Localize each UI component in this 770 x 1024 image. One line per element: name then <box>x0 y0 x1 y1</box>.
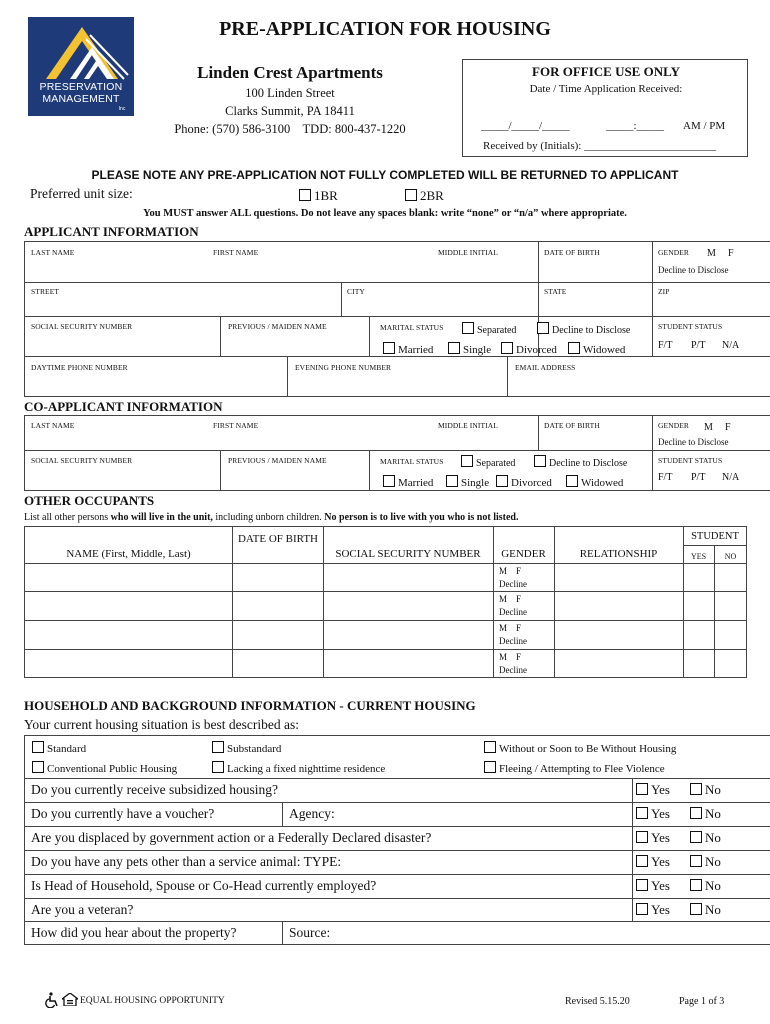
gender-label: GENDER <box>658 248 690 257</box>
checkbox-icon[interactable] <box>501 342 513 354</box>
opt-substandard[interactable] <box>212 741 281 755</box>
checkbox-icon[interactable] <box>534 455 546 467</box>
checkbox-icon[interactable] <box>405 189 417 201</box>
accessibility-icon <box>44 992 60 1013</box>
no-label: No <box>705 878 721 893</box>
single-label: Single <box>463 344 492 356</box>
occupants-intro <box>24 512 518 523</box>
q-displaced: Are you displaced by government action or a Federally Declared disaster? <box>31 830 432 845</box>
co-gender-f[interactable]: F <box>725 422 731 433</box>
widowed-label: Widowed <box>583 344 626 356</box>
checkbox-icon[interactable] <box>690 831 702 843</box>
prev-name-label: PREVIOUS / MAIDEN NAME <box>228 322 327 331</box>
yes-label: Yes <box>651 830 670 845</box>
situation-label: Your current housing situation is best described as: <box>24 717 299 732</box>
gender-mf: M F <box>499 566 522 576</box>
occupants-heading: OTHER OCCUPANTS <box>24 493 155 508</box>
subsidized-no[interactable] <box>690 782 721 798</box>
q-veteran: Are you a veteran? <box>31 902 134 917</box>
col-relationship: RELATIONSHIP <box>579 548 658 560</box>
household-grid <box>24 735 770 945</box>
q-employed: Is Head of Household, Spouse or Co-Head currently employed? <box>31 878 377 893</box>
marital-decline[interactable] <box>537 322 630 336</box>
standard-label: Standard <box>47 743 87 755</box>
property-street: 100 Linden Street <box>245 86 335 100</box>
instructions: You MUST answer ALL questions. Do not leave any spaces blank: write “none” or “n/a” where appropriate. <box>143 208 627 219</box>
no-label: No <box>705 806 721 821</box>
equal-housing-icon <box>62 993 78 1011</box>
last-name-label: LAST NAME <box>31 248 75 257</box>
married-label: Married <box>398 344 434 356</box>
logo-line-2: MANAGEMENT <box>42 93 120 105</box>
unit-2br-option[interactable] <box>405 188 444 204</box>
co-single-label: Single <box>461 477 490 489</box>
subsidized-yes[interactable] <box>636 782 670 798</box>
occupants-grid <box>24 526 747 678</box>
co-prev-name-label: PREVIOUS / MAIDEN NAME <box>228 456 327 465</box>
co-separated-label: Separated <box>476 458 516 469</box>
occ-row-4-gender[interactable] <box>499 651 527 677</box>
incomplete-notice: PLEASE NOTE ANY PRE-APPLICATION NOT FULLY COMPLETED WILL BE RETURNED TO APPLICANT <box>91 168 679 182</box>
co-marital-divorced[interactable] <box>496 475 552 489</box>
office-received-by[interactable]: Received by (Initials): ________________________ <box>483 140 717 152</box>
co-marital-widowed[interactable] <box>566 475 623 489</box>
occ-row-1-gender[interactable] <box>499 565 527 591</box>
gender-decline: Decline <box>499 607 527 617</box>
checkbox-icon[interactable] <box>690 855 702 867</box>
intro-d: No person is to live with you who is not listed. <box>324 512 519 523</box>
lacking-label: Lacking a fixed nighttime residence <box>227 763 386 775</box>
without-label: Without or Soon to Be Without Housing <box>499 743 677 755</box>
q-subsidized: Do you currently receive subsidized housing? <box>31 782 279 797</box>
col-gender: GENDER <box>501 548 546 560</box>
checkbox-icon[interactable] <box>446 475 458 487</box>
last-name-field[interactable] <box>105 242 305 282</box>
gender-mf: M F <box>499 594 522 604</box>
marital-separated[interactable] <box>462 322 516 336</box>
co-gender-label: GENDER <box>658 421 690 430</box>
co-last-name-label: LAST NAME <box>31 421 75 430</box>
office-time-blank[interactable]: _____:_____ <box>606 120 665 132</box>
co-married-label: Married <box>398 477 434 489</box>
unit-size-label: Preferred unit size: <box>30 186 133 201</box>
student-pt[interactable]: P/T <box>691 340 706 351</box>
agency-label: Agency: <box>289 806 335 821</box>
separated-label: Separated <box>477 325 517 336</box>
co-marital-single[interactable] <box>446 475 489 489</box>
substandard-label: Substandard <box>227 743 282 755</box>
co-widowed-label: Widowed <box>581 477 624 489</box>
checkbox-icon[interactable] <box>383 475 395 487</box>
intro-c: including unborn children. <box>212 512 325 523</box>
checkbox-icon[interactable] <box>448 342 460 354</box>
q-hear: How did you hear about the property? <box>31 925 237 940</box>
co-marital-married[interactable] <box>383 475 433 489</box>
co-gender-m[interactable]: M <box>704 422 713 433</box>
property-city: Clarks Summit, PA 18411 <box>225 104 355 118</box>
co-marital-decline[interactable] <box>534 455 627 469</box>
day-phone-label: DAYTIME PHONE NUMBER <box>31 363 128 372</box>
unit-2br-label: 2BR <box>420 188 444 203</box>
opt-lacking-residence[interactable] <box>212 761 385 775</box>
checkbox-icon[interactable] <box>566 475 578 487</box>
occ-row-2-gender[interactable] <box>499 593 527 619</box>
gender-decline[interactable]: Decline to Disclose <box>658 265 729 275</box>
no-label: No <box>705 782 721 797</box>
checkbox-icon[interactable] <box>484 761 496 773</box>
page-number: Page 1 of 3 <box>679 996 725 1007</box>
co-student-status-label: STUDENT STATUS <box>658 456 723 465</box>
veteran-yes[interactable] <box>636 902 670 918</box>
opt-public-housing[interactable] <box>32 761 177 775</box>
checkbox-icon[interactable] <box>690 903 702 915</box>
intro-b: who will live in the unit, <box>110 512 213 523</box>
office-use-title: FOR OFFICE USE ONLY <box>532 64 680 79</box>
checkbox-icon[interactable] <box>636 831 648 843</box>
checkbox-icon[interactable] <box>212 741 224 753</box>
first-name-label: FIRST NAME <box>213 248 259 257</box>
eve-phone-label: EVENING PHONE NUMBER <box>295 363 392 372</box>
checkbox-icon[interactable] <box>636 903 648 915</box>
co-student-na[interactable]: N/A <box>722 472 740 483</box>
checkbox-icon[interactable] <box>568 342 580 354</box>
gender-f[interactable]: F <box>728 248 734 259</box>
employed-yes[interactable] <box>636 878 670 894</box>
checkbox-icon[interactable] <box>690 783 702 795</box>
household-heading: HOUSEHOLD AND BACKGROUND INFORMATION - CURRENT HOUSING <box>24 698 476 713</box>
voucher-no[interactable] <box>690 806 721 822</box>
q-pets: Do you have any pets other than a service animal: TYPE: <box>31 854 342 869</box>
marital-divorced[interactable] <box>501 342 557 356</box>
co-student-pt[interactable]: P/T <box>691 472 706 483</box>
no-label: No <box>705 854 721 869</box>
ssn-label: SOCIAL SECURITY NUMBER <box>31 322 133 331</box>
student-ft[interactable]: F/T <box>658 340 673 351</box>
co-ssn-label: SOCIAL SECURITY NUMBER <box>31 456 133 465</box>
yes-label: Yes <box>651 806 670 821</box>
checkbox-icon[interactable] <box>636 855 648 867</box>
state-label: STATE <box>544 287 567 296</box>
property-name: Linden Crest Apartments <box>197 63 383 82</box>
col-ssn: SOCIAL SECURITY NUMBER <box>335 548 481 560</box>
applicant-heading: APPLICANT INFORMATION <box>24 224 199 239</box>
office-ampm: AM / PM <box>683 120 726 132</box>
yes-label: Yes <box>651 782 670 797</box>
co-divorced-label: Divorced <box>511 477 552 489</box>
page-title: PRE-APPLICATION FOR HOUSING <box>219 18 551 40</box>
decline-label: Decline to Disclose <box>552 325 631 336</box>
divorced-label: Divorced <box>516 344 557 356</box>
checkbox-icon[interactable] <box>636 783 648 795</box>
col-yes: YES <box>690 552 707 561</box>
checkbox-icon[interactable] <box>484 741 496 753</box>
logo-line-3: Inc <box>118 106 126 112</box>
co-marital-label: MARITAL STATUS <box>380 457 444 466</box>
checkbox-icon[interactable] <box>496 475 508 487</box>
co-student-ft[interactable]: F/T <box>658 472 673 483</box>
logo-line-1: PRESERVATION <box>39 81 123 93</box>
checkbox-icon[interactable] <box>212 761 224 773</box>
intro-a: List all other persons <box>24 512 111 523</box>
employed-no[interactable] <box>690 878 721 894</box>
checkbox-icon[interactable] <box>537 322 549 334</box>
checkbox-icon[interactable] <box>636 879 648 891</box>
checkbox-icon[interactable] <box>690 879 702 891</box>
marital-widowed[interactable] <box>568 342 625 356</box>
pets-yes[interactable] <box>636 854 670 870</box>
source-label: Source: <box>289 925 331 940</box>
zip-label: ZIP <box>658 287 670 296</box>
student-na[interactable]: N/A <box>722 340 740 351</box>
email-label: EMAIL ADDRESS <box>515 363 576 372</box>
gender-mf: M F <box>499 623 522 633</box>
checkbox-icon[interactable] <box>690 807 702 819</box>
yes-label: Yes <box>651 902 670 917</box>
gender-decline: Decline <box>499 579 527 589</box>
city-label: CITY <box>347 287 365 296</box>
office-use-box <box>462 59 748 157</box>
revised-label: Revised 5.15.20 <box>565 996 630 1007</box>
checkbox-icon[interactable] <box>461 455 473 467</box>
voucher-yes[interactable] <box>636 806 670 822</box>
yes-label: Yes <box>651 878 670 893</box>
veteran-no[interactable] <box>690 902 721 918</box>
coapplicant-heading: CO-APPLICANT INFORMATION <box>24 399 223 414</box>
checkbox-icon[interactable] <box>32 761 44 773</box>
co-gender-decline[interactable]: Decline to Disclose <box>658 437 729 447</box>
checkbox-icon[interactable] <box>462 322 474 334</box>
checkbox-icon[interactable] <box>299 189 311 201</box>
office-date-blank[interactable]: _____/_____/_____ <box>481 120 570 132</box>
co-first-name-label: FIRST NAME <box>213 421 259 430</box>
co-middle-initial-label: MIDDLE INITIAL <box>438 421 498 430</box>
yes-label: Yes <box>651 854 670 869</box>
gender-decline: Decline <box>499 636 527 646</box>
unit-1br-option[interactable] <box>299 188 338 204</box>
dob-label: DATE OF BIRTH <box>544 248 600 257</box>
col-dob: DATE OF BIRTH <box>237 533 318 545</box>
occ-row-3-gender[interactable] <box>499 622 527 648</box>
checkbox-icon[interactable] <box>383 342 395 354</box>
displaced-no[interactable] <box>690 830 721 846</box>
marital-married[interactable] <box>383 342 433 356</box>
gender-m[interactable]: M <box>707 248 716 259</box>
no-label: No <box>705 902 721 917</box>
office-datetime-label: Date / Time Application Received: <box>529 83 683 95</box>
opt-without-housing[interactable] <box>484 741 676 755</box>
co-decline-label: Decline to Disclose <box>549 458 628 469</box>
street-label: STREET <box>31 287 60 296</box>
student-status-label: STUDENT STATUS <box>658 322 723 331</box>
fleeing-label: Fleeing / Attempting to Flee Violence <box>499 763 665 775</box>
coapplicant-grid <box>24 415 770 491</box>
gender-mf: M F <box>499 652 522 662</box>
co-marital-separated[interactable] <box>461 455 515 469</box>
applicant-grid <box>24 241 770 397</box>
pets-no[interactable] <box>690 854 721 870</box>
opt-standard[interactable] <box>32 741 86 755</box>
checkbox-icon[interactable] <box>32 741 44 753</box>
displaced-yes[interactable] <box>636 830 670 846</box>
col-student: STUDENT <box>691 531 739 542</box>
co-dob-label: DATE OF BIRTH <box>544 421 600 430</box>
opt-fleeing[interactable] <box>484 761 665 775</box>
property-phone: Phone: (570) 586-3100 TDD: 800-437-1220 <box>174 122 406 136</box>
col-name: NAME (First, Middle, Last) <box>66 548 191 560</box>
eho-label: EQUAL HOUSING OPPORTUNITY <box>80 996 225 1006</box>
no-label: No <box>705 830 721 845</box>
marital-label: MARITAL STATUS <box>380 323 444 332</box>
gender-decline: Decline <box>499 665 527 675</box>
marital-single[interactable] <box>448 342 491 356</box>
checkbox-icon[interactable] <box>636 807 648 819</box>
q-voucher: Do you currently have a voucher? <box>31 806 215 821</box>
col-no: NO <box>724 552 737 561</box>
unit-1br-label: 1BR <box>314 188 338 203</box>
middle-initial-label: MIDDLE INITIAL <box>438 248 498 257</box>
public-label: Conventional Public Housing <box>47 763 178 775</box>
